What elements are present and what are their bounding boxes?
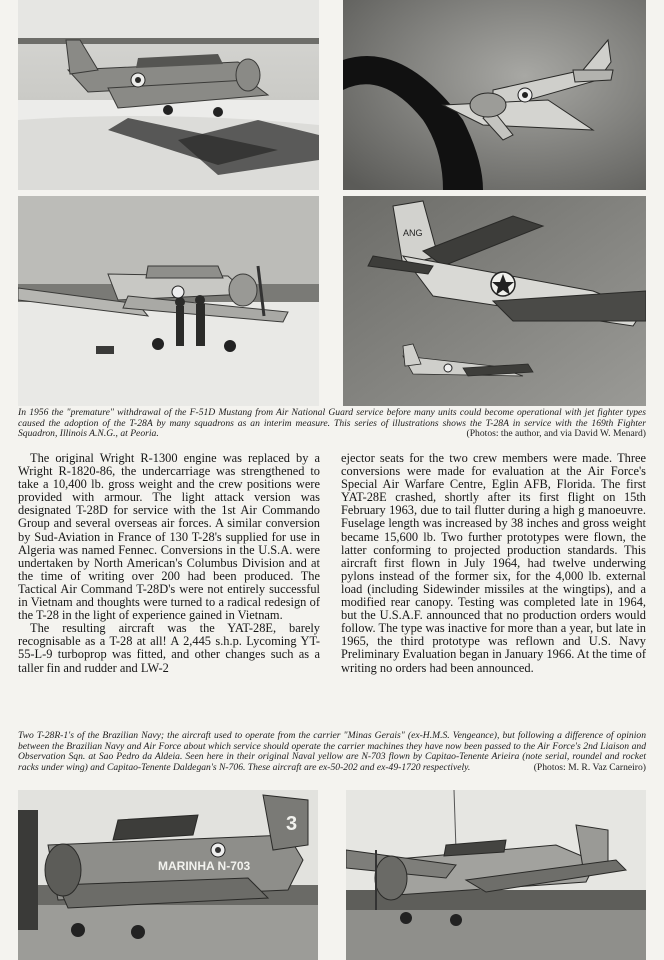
article-column-right [341,452,646,675]
article-paragraph: The original Wright R-1300 engine was replaced by a Wright R-1820-86, the undercarriage was strengthened to take a 10,400 lb. gross weight and the crew positions were provided with armour. The light attack version was designated T-28D for service with the 1st Air Commando Group and several overseas air forces. A similar conversion by Sud-Aviation in France of 130 T-28's supplied for use in Algeria was named Fennec. Conversions in the U.S.A. were undertaken by North American's Columbus Division and at the time of writing over 200 had been produced. The Tactical Air Command T-28D's were not entirely successful in Vietnam and thoughts were turned to a radical redesign of the T-28 in the light of experience gained in Vietnam. [18,451,320,623]
photo-t28a-formation [343,196,646,406]
photo-t28a-flight-bank [343,0,646,190]
top-caption-text: In 1956 the "premature" withdrawal of the F-51D Mustang from Air National Guard service before many units could become operational with jet fighter types caused the adoption of the T-28A by many squadrons as an interim measure. This series of illustrations shows the T-28A in service with the 169th Fighter Squadron, Illinois A.N.G., at Peoria. [18,407,646,440]
article-paragraph: The resulting aircraft was the YAT-28E, barely recognisable as a T-28 at all! A 2,445 s.h.p. Lycoming YT-55-L-9 turboprop was fitted, and other changes such as a taller fin and rudder and LW-2 [18,621,320,675]
top-caption-credit: (Photos: the author, and via David W. Menard) [466,428,646,440]
photo-t28a-snow-ground [18,0,319,190]
fuselage-marking-label: MARINHA N-703 [158,859,251,873]
tail-code-label: ANG [403,228,423,238]
photo-t28r-n703 [18,790,318,960]
top-photo-caption [18,408,646,440]
bottom-caption-credit: (Photos: M. R. Vaz Carneiro) [533,761,646,773]
article-paragraph: ejector seats for the two crew members were made. Three conversions were made for evaluation at the Air Force's Special Air Warfare Centre, Eglin AFB, Florida. The first YAT-28E crashed, shortly after its first flight on 15th February 1963, due to tail flutter during a high g manoeuvre. Fuselage length was increased by 38 inches and gross weight became 15,600 lb. Two further prototypes were flown, the latter conforming to projected production standards. This aircraft first flown in July 1964, had twelve underwing pylons instead of the former six, for the 4,000 lb. external load (including Sidewinder missiles at the wingtips), and a modified rear canopy. Testing was completed late in 1964, but the U.S.A.F. announced that no production orders would follow. The type was inactive for more than a year, but late in 1965, the third prototype was reflown and U.S. Navy Preliminary Evaluation began in January 1966. At the time of writing no orders had been announced. [341,451,646,675]
photo-t28r-n706 [346,790,646,960]
bottom-caption-text: Two T-28R-1's of the Brazilian Navy; the aircraft used to operate from the carrier "Minas Gerais" (ex-H.M.S. Vengeance), but following a difference of opinion between the Brazilian Navy and Air Force about which service should operate the carrier machines they have now been passed to the Air Force's 2nd Liaison and Observation Sqn. at Sao Pedro da Aldeia. Seen here in their original Naval yellow are N-703 flown by Capitao-Tenente Arieira (note serial, roundel and rocket racks under wing) and Capitao-Tenente Daldegan's N-706. These aircraft are ex-50-202 and ex-49-1720 respectively. [18,730,646,773]
bottom-photo-caption [18,731,646,773]
photo-t28a-ground-crew [18,196,319,406]
article-column-left [18,452,320,675]
tail-number-label: 3 [286,813,298,835]
